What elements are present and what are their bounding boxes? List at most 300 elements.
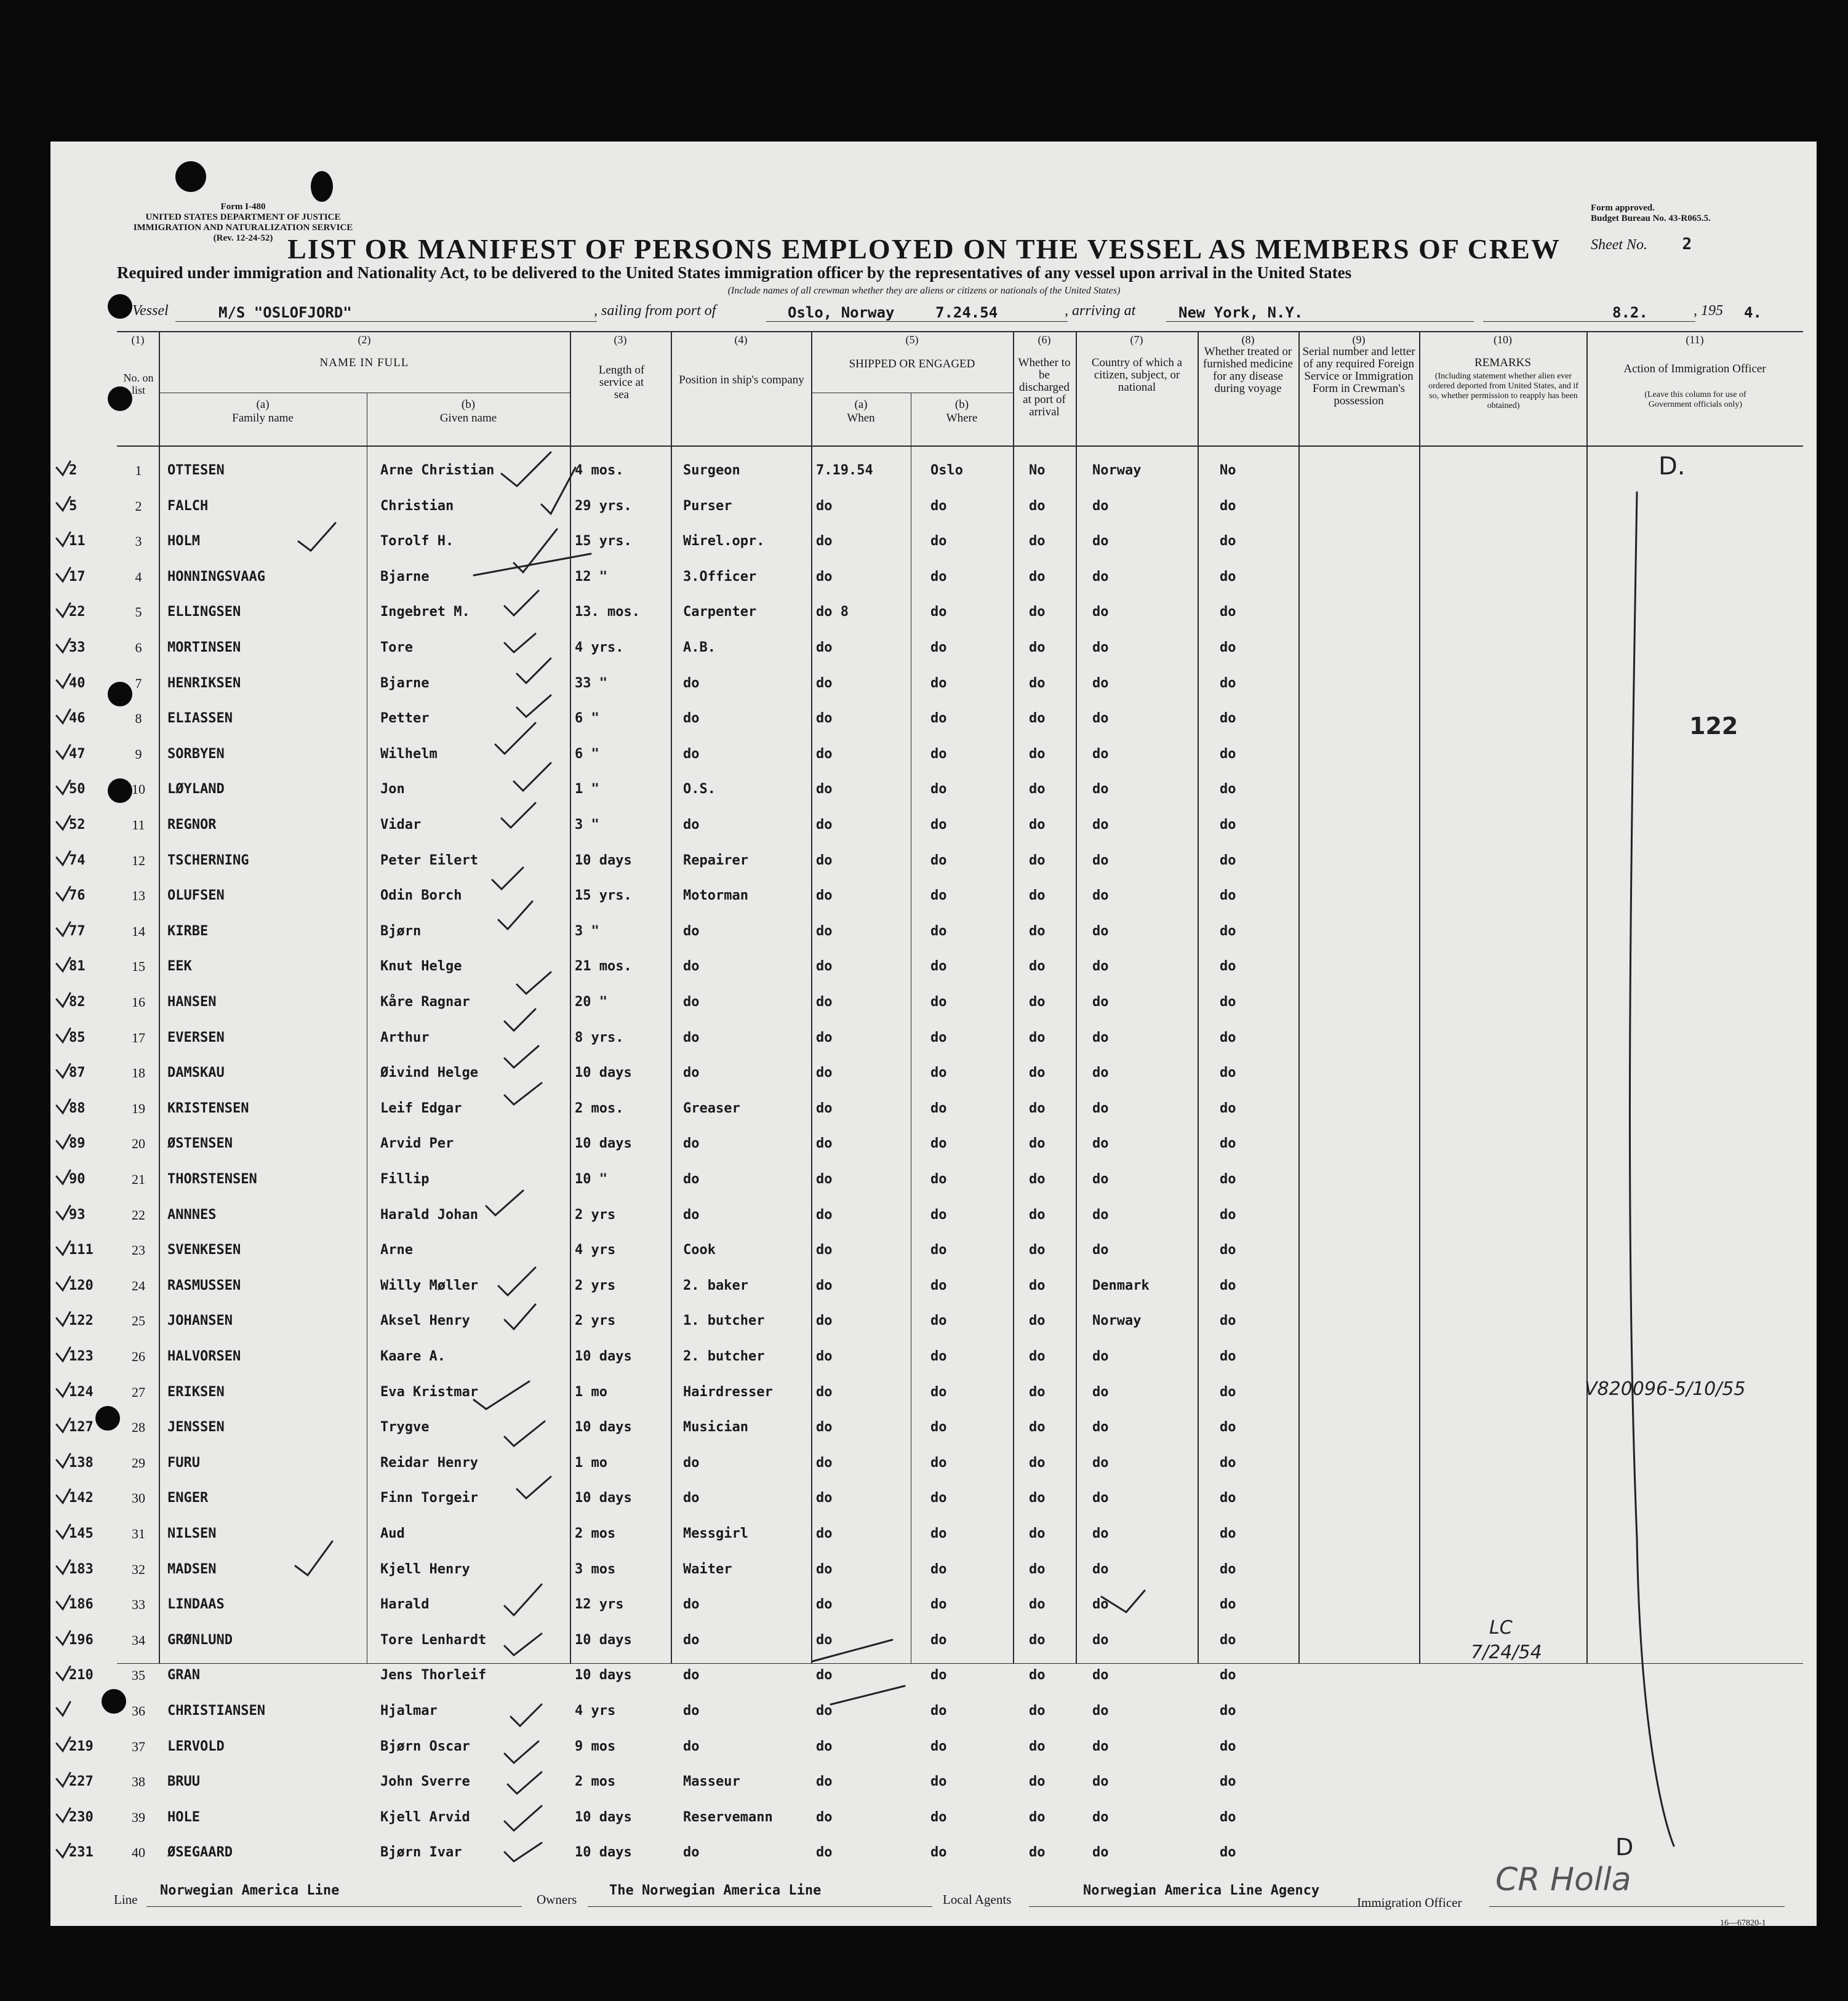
given-name: Aksel Henry (380, 1313, 470, 1329)
row-number: 31 (132, 1526, 145, 1541)
treated: do (1220, 1668, 1236, 1683)
shipped-when: do (816, 1526, 833, 1541)
discharged: do (1029, 1277, 1046, 1293)
header-when: When (847, 412, 875, 425)
discharged: do (1029, 1136, 1046, 1152)
discharged: do (1029, 852, 1046, 868)
departure-date: 7.24.54 (935, 304, 998, 321)
discharged: do (1029, 1455, 1046, 1471)
family-name: BRUU (167, 1774, 200, 1790)
discharged: do (1029, 1384, 1046, 1400)
shipped-when: do (816, 498, 833, 514)
row-number: 27 (132, 1384, 145, 1400)
treated: do (1220, 1420, 1236, 1436)
vessel-label: Vessel (132, 303, 169, 319)
shipped-when: do (816, 1738, 833, 1754)
shipped-when: 7.19.54 (816, 463, 873, 478)
service-length: 4 mos. (575, 463, 624, 478)
agents-value: Norwegian America Line Agency (1083, 1883, 1320, 1898)
discharged: do (1029, 1632, 1046, 1648)
shipped-where: do (930, 1207, 947, 1223)
shipped-when: do (816, 675, 833, 691)
given-name: Bjarne (380, 675, 430, 691)
treated: do (1220, 1845, 1236, 1861)
punch-hole (95, 1406, 120, 1431)
position: Musician (683, 1420, 748, 1436)
row-number: 35 (132, 1668, 145, 1683)
row-number: 13 (132, 888, 145, 904)
shipped-when: do (816, 959, 833, 975)
country: do (1092, 1597, 1109, 1613)
treated: do (1220, 994, 1236, 1010)
family-name: MADSEN (167, 1561, 217, 1577)
country: Norway (1092, 1313, 1142, 1329)
family-name: OLUFSEN (167, 888, 225, 904)
country: do (1092, 569, 1109, 585)
service-length: 2 mos (575, 1774, 616, 1790)
col-number: (9) (1352, 334, 1366, 346)
ref-number: 82 (69, 994, 86, 1010)
treated: do (1220, 1207, 1236, 1223)
col-number: (2) (358, 334, 371, 346)
col-number: (7) (1130, 334, 1143, 346)
shipped-where: do (930, 1136, 947, 1152)
service-length: 10 days (575, 852, 632, 868)
service-length: 10 days (575, 1845, 632, 1861)
line-underline (146, 1906, 522, 1907)
position: do (683, 817, 700, 833)
service-length: 29 yrs. (575, 498, 632, 514)
country: do (1092, 604, 1109, 620)
lc-initials: LC (1489, 1617, 1513, 1639)
col-number: (11) (1686, 334, 1704, 346)
year-prefix: , 195 (1694, 303, 1723, 319)
position: do (683, 1136, 700, 1152)
position: do (683, 1455, 700, 1471)
discharged: do (1029, 498, 1046, 514)
given-name: Bjarne (380, 569, 430, 585)
discharged: do (1029, 1313, 1046, 1329)
discharged: do (1029, 1100, 1046, 1116)
discharged: do (1029, 1065, 1046, 1081)
shipped-where: do (930, 1349, 947, 1364)
country: do (1092, 1668, 1109, 1683)
ref-number: 47 (69, 746, 86, 762)
date-underline (1483, 321, 1695, 322)
service-length: 3 mos (575, 1561, 616, 1577)
family-name: HONNINGSVAAG (167, 569, 265, 585)
service-length: 33 " (575, 675, 607, 691)
position: Waiter (683, 1561, 732, 1577)
treated: do (1220, 923, 1236, 939)
given-name: Kaare A. (380, 1349, 446, 1364)
given-name: Torolf H. (380, 533, 454, 549)
shipped-when: do (816, 1207, 833, 1223)
service-length: 6 " (575, 711, 599, 727)
treated: do (1220, 1313, 1236, 1329)
shipped-where: do (930, 1703, 947, 1719)
deportation-remark: V820096-5/10/55 (1585, 1378, 1746, 1400)
service-length: 10 days (575, 1136, 632, 1152)
family-name: EVERSEN (167, 1029, 225, 1045)
treated: do (1220, 1277, 1236, 1293)
shipped-where: do (930, 1313, 947, 1329)
given-name: Tore Lenhardt (380, 1632, 487, 1648)
shipped-where: do (930, 1100, 947, 1116)
discharged: do (1029, 817, 1046, 833)
shipped-when: do (816, 1597, 833, 1613)
discharged: do (1029, 711, 1046, 727)
given-name: Arthur (380, 1029, 430, 1045)
row-number: 28 (132, 1420, 145, 1436)
family-name: MORTINSEN (167, 640, 241, 655)
country: do (1092, 959, 1109, 975)
discharged: do (1029, 640, 1046, 655)
row-number: 8 (135, 711, 142, 727)
shipped-where: do (930, 959, 947, 975)
given-name: Petter (380, 711, 430, 727)
ref-number: 17 (69, 569, 86, 585)
arrival-date: 8.2. (1612, 304, 1648, 321)
shipped-where: do (930, 1632, 947, 1648)
country: do (1092, 1455, 1109, 1471)
treated: do (1220, 1809, 1236, 1825)
service-length: 3 " (575, 817, 599, 833)
col-number: (8) (1241, 334, 1255, 346)
shipped-when: do (816, 1632, 833, 1648)
service-name: IMMIGRATION AND NATURALIZATION SERVICE (133, 223, 353, 233)
shipped-when: do (816, 888, 833, 904)
shipped-where: do (930, 888, 947, 904)
owners-value: The Norwegian America Line (609, 1883, 822, 1898)
ref-number: 142 (69, 1490, 94, 1506)
ref-number: 46 (69, 711, 86, 727)
ref-number: 231 (69, 1845, 94, 1861)
country: do (1092, 1136, 1109, 1152)
row-number: 10 (132, 781, 145, 797)
shipped-where: do (930, 1242, 947, 1258)
vessel-name: M/S "OSLOFJORD" (218, 304, 352, 321)
treated: do (1220, 1632, 1236, 1648)
header-serial: Serial number and letter of any required Foreign Service or Immigration Form in Crewman's possession (1302, 345, 1415, 407)
treated: do (1220, 1100, 1236, 1116)
row-number: 9 (135, 746, 142, 762)
row-number: 34 (132, 1632, 145, 1648)
service-length: 9 mos (575, 1738, 616, 1754)
position: O.S. (683, 781, 716, 797)
shipped-where: do (930, 569, 947, 585)
position: Messgirl (683, 1526, 748, 1541)
given-name: Harald (380, 1597, 430, 1613)
shipped-when: do (816, 852, 833, 868)
discharged: do (1029, 1738, 1046, 1754)
shipped-where: do (930, 711, 947, 727)
service-length: 2 mos. (575, 1100, 624, 1116)
ref-number: 227 (69, 1774, 94, 1790)
shipped-where: do (930, 781, 947, 797)
service-length: 21 mos. (575, 959, 632, 975)
position: do (683, 923, 700, 939)
col-number: (6) (1038, 334, 1051, 346)
country: do (1092, 994, 1109, 1010)
position: do (683, 1668, 700, 1683)
owners-label: Owners (537, 1892, 577, 1907)
row-number: 20 (132, 1136, 145, 1152)
treated: do (1220, 852, 1236, 868)
given-name: Aud (380, 1526, 405, 1541)
ref-number: 124 (69, 1384, 94, 1400)
country: do (1092, 888, 1109, 904)
shipped-where: do (930, 1029, 947, 1045)
country: do (1092, 1561, 1109, 1577)
ref-number: 123 (69, 1349, 94, 1364)
country: Norway (1092, 463, 1142, 478)
given-name: Ingebret M. (380, 604, 470, 620)
treated: do (1220, 817, 1236, 833)
discharged: do (1029, 1597, 1046, 1613)
shipped-where: do (930, 1774, 947, 1790)
family-name: LERVOLD (167, 1738, 225, 1754)
position: do (683, 994, 700, 1010)
ref-number: 22 (69, 604, 86, 620)
col-divider (1586, 331, 1588, 1663)
shipped-where: do (930, 498, 947, 514)
shipped-where: do (930, 923, 947, 939)
arrival-underline (1166, 321, 1474, 322)
treated: do (1220, 711, 1236, 727)
treated: do (1220, 1526, 1236, 1541)
header-action-note: (Leave this column for use of Government officials only) (1644, 390, 1746, 409)
ref-number: 196 (69, 1632, 94, 1648)
family-name: ØSTENSEN (167, 1136, 233, 1152)
row-number: 40 (132, 1845, 145, 1861)
shipped-when: do (816, 1384, 833, 1400)
shipped-when: do (816, 1242, 833, 1258)
header-length-service: Length of service at sea (598, 364, 645, 401)
action-number: 122 (1689, 713, 1738, 740)
header-given-letter: (b) (461, 398, 476, 411)
shipped-where: Oslo (930, 463, 963, 478)
treated: do (1220, 1242, 1236, 1258)
row-number: 21 (132, 1172, 145, 1187)
row-number: 3 (135, 533, 142, 549)
given-name: Jens Thorleif (380, 1668, 487, 1683)
officer-label: Immigration Officer (1357, 1895, 1462, 1910)
ref-number: 85 (69, 1029, 86, 1045)
country: do (1092, 498, 1109, 514)
row-number: 24 (132, 1277, 145, 1293)
shipped-when: do (816, 1845, 833, 1861)
col-number: (10) (1494, 334, 1512, 346)
given-name: Wilhelm (380, 746, 438, 762)
family-name: ELLINGSEN (167, 604, 241, 620)
given-name: Jon (380, 781, 405, 797)
family-name: JENSSEN (167, 1420, 225, 1436)
ink-blot (175, 161, 206, 192)
family-name: SVENKESEN (167, 1242, 241, 1258)
discharged: do (1029, 1242, 1046, 1258)
service-length: 4 yrs (575, 1703, 616, 1719)
header-family-letter: (a) (256, 398, 270, 411)
family-name: DAMSKAU (167, 1065, 225, 1081)
approval-block (1591, 203, 1711, 224)
country: do (1092, 1242, 1109, 1258)
shipped-when: do (816, 533, 833, 549)
family-name: HOLE (167, 1809, 200, 1825)
country: do (1092, 817, 1109, 833)
family-name: HANSEN (167, 994, 217, 1010)
ref-number: 50 (69, 781, 86, 797)
treated: do (1220, 604, 1236, 620)
position: 1. butcher (683, 1313, 765, 1329)
discharged: do (1029, 959, 1046, 975)
position: do (683, 1172, 700, 1187)
ref-number: 93 (69, 1207, 86, 1223)
shipped-where: do (930, 1455, 947, 1471)
treated: do (1220, 1384, 1236, 1400)
ref-number: 183 (69, 1561, 94, 1577)
position: do (683, 959, 700, 975)
position: Greaser (683, 1100, 740, 1116)
ref-number: 89 (69, 1136, 86, 1152)
treated: do (1220, 959, 1236, 975)
shipped-where: do (930, 1526, 947, 1541)
discharged: do (1029, 1774, 1046, 1790)
col-divider (1076, 331, 1077, 1663)
service-length: 1 mo (575, 1455, 607, 1471)
given-name: Hjalmar (380, 1703, 438, 1719)
service-length: 10 " (575, 1172, 607, 1187)
given-name: Christian (380, 498, 454, 514)
ref-number: 127 (69, 1420, 94, 1436)
given-name: Bjørn Oscar (380, 1738, 470, 1754)
country: do (1092, 675, 1109, 691)
given-name: Reidar Henry (380, 1455, 478, 1471)
treated: do (1220, 1172, 1236, 1187)
given-name: Arvid Per (380, 1136, 454, 1152)
shipped-where: do (930, 1420, 947, 1436)
col-number: (5) (905, 334, 919, 346)
shipped-when: do 8 (816, 604, 849, 620)
given-name: Kåre Ragnar (380, 994, 470, 1010)
header-position: Position in ship's company (679, 373, 804, 386)
shipped-where: do (930, 640, 947, 655)
discharged: do (1029, 923, 1046, 939)
family-name: ANNNES (167, 1207, 217, 1223)
country: do (1092, 852, 1109, 868)
family-name: ERIKSEN (167, 1384, 225, 1400)
shipped-when: do (816, 746, 833, 762)
position: Reservemann (683, 1809, 773, 1825)
treated: do (1220, 1774, 1236, 1790)
position: Wirel.opr. (683, 533, 765, 549)
family-name: KRISTENSEN (167, 1100, 249, 1116)
service-length: 10 days (575, 1420, 632, 1436)
family-name: TSCHERNING (167, 852, 249, 868)
position: 2. butcher (683, 1349, 765, 1364)
lc-date: 7/24/54 (1471, 1642, 1542, 1663)
family-name: LØYLAND (167, 781, 225, 797)
shipped-when: do (816, 640, 833, 655)
discharged: do (1029, 1526, 1046, 1541)
header-action: Action of Immigration Officer (1623, 362, 1766, 375)
include-note: (Include names of all crewman whether they are aliens or citizens or nationals of the United States) (727, 286, 1121, 296)
discharged: do (1029, 1207, 1046, 1223)
treated: do (1220, 1703, 1236, 1719)
family-name: RASMUSSEN (167, 1277, 241, 1293)
family-name: ELIASSEN (167, 711, 233, 727)
shipped-when: do (816, 1313, 833, 1329)
col-divider (570, 331, 571, 1663)
given-name: Bjørn Ivar (380, 1845, 462, 1861)
country: do (1092, 1774, 1109, 1790)
position: 3.Officer (683, 569, 757, 585)
service-length: 10 days (575, 1668, 632, 1683)
service-length: 1 " (575, 781, 599, 797)
given-name: Fillip (380, 1172, 430, 1187)
row-number: 16 (132, 994, 145, 1010)
row-number: 18 (132, 1065, 145, 1081)
treated: do (1220, 640, 1236, 655)
given-name: Kjell Arvid (380, 1809, 470, 1825)
shipped-where: do (930, 1561, 947, 1577)
country: do (1092, 1703, 1109, 1719)
service-length: 2 yrs (575, 1313, 616, 1329)
service-length: 12 " (575, 569, 607, 585)
departure-port: Oslo, Norway (788, 304, 895, 321)
service-length: 20 " (575, 994, 607, 1010)
country: do (1092, 1738, 1109, 1754)
service-length: 12 yrs (575, 1597, 624, 1613)
header-discharged: Whether to be discharged at port of arrival (1018, 356, 1071, 418)
port-underline (766, 321, 1068, 322)
manifest-subtitle: Required under immigration and Nationality Act, to be delivered to the United States immigration officer by the representatives of any vessel upon arrival in the United States (117, 263, 1352, 282)
country: do (1092, 781, 1109, 797)
country: do (1092, 1029, 1109, 1045)
treated: do (1220, 498, 1236, 514)
arrival-port: New York, N.Y. (1178, 304, 1303, 321)
officer-underline (1489, 1906, 1785, 1907)
country: do (1092, 1526, 1109, 1541)
position: do (683, 1738, 700, 1754)
family-name: ENGER (167, 1490, 209, 1506)
family-name: FALCH (167, 498, 209, 514)
header-top-rule (117, 331, 1803, 332)
position: Purser (683, 498, 732, 514)
country: do (1092, 1845, 1109, 1861)
ref-number: 52 (69, 817, 86, 833)
discharged: do (1029, 781, 1046, 797)
shipped-where: do (930, 817, 947, 833)
shipped-where: do (930, 1668, 947, 1683)
revision-date: (Rev. 12-24-52) (213, 233, 273, 243)
row-number: 15 (132, 959, 145, 975)
treated: do (1220, 1029, 1236, 1045)
discharged: do (1029, 1420, 1046, 1436)
form-number: Form I-480 (220, 202, 266, 212)
family-name: NILSEN (167, 1526, 217, 1541)
country: do (1092, 533, 1109, 549)
col-number: (4) (734, 334, 748, 346)
service-length: 10 days (575, 1065, 632, 1081)
header-treated: Whether treated or furnished medicine for any disease during voyage (1202, 345, 1294, 395)
given-name: Øivind Helge (380, 1065, 478, 1081)
service-length: 1 mo (575, 1384, 607, 1400)
shipped-where: do (930, 533, 947, 549)
discharged: do (1029, 1561, 1046, 1577)
discharged: do (1029, 1668, 1046, 1683)
treated: do (1220, 1738, 1236, 1754)
